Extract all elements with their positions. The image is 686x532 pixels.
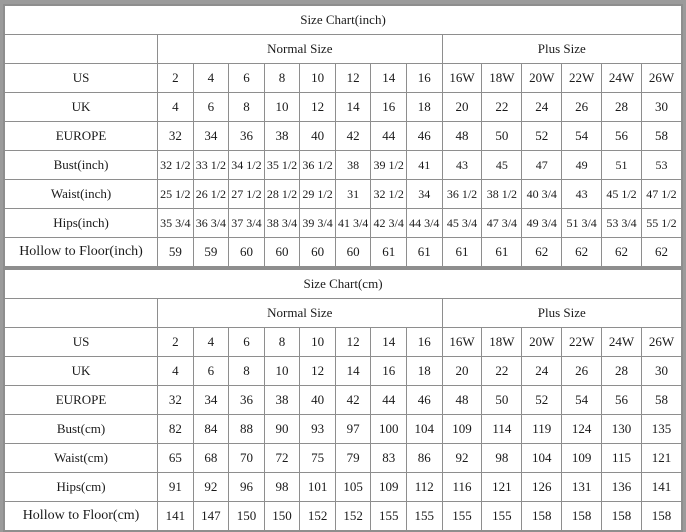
- cell: 112: [406, 473, 442, 502]
- cell: 135: [641, 415, 681, 444]
- cell: 75: [300, 444, 336, 473]
- cell: 42 3/4: [371, 209, 407, 238]
- cell: 40: [300, 122, 336, 151]
- cell: 32 1/2: [371, 180, 407, 209]
- table-row: [5, 6, 682, 35]
- cell: 155: [442, 502, 482, 531]
- cell: 28: [602, 93, 642, 122]
- cell: 16: [406, 64, 442, 93]
- cell: 18: [406, 357, 442, 386]
- cell: 158: [562, 502, 602, 531]
- cell: 36 1/2: [442, 180, 482, 209]
- cell: 152: [300, 502, 336, 531]
- cell: 38 1/2: [482, 180, 522, 209]
- cell: 48: [442, 122, 482, 151]
- row-label-bust: Bust(cm): [5, 415, 158, 444]
- cell: 20W: [522, 328, 562, 357]
- cell: 100: [371, 415, 407, 444]
- cell: 158: [602, 502, 642, 531]
- row-label-hips: Hips(cm): [5, 473, 158, 502]
- cell: 35 3/4: [158, 209, 194, 238]
- cell: 25 1/2: [158, 180, 194, 209]
- cell: 88: [229, 415, 265, 444]
- cell: 70: [229, 444, 265, 473]
- cell: 98: [264, 473, 300, 502]
- cell: 12: [300, 357, 336, 386]
- chart-title-inch: Size Chart(inch): [5, 6, 682, 35]
- cell: 62: [522, 238, 562, 267]
- cell: 104: [406, 415, 442, 444]
- cell: 52: [522, 122, 562, 151]
- table-row: [5, 357, 682, 386]
- cell: 155: [482, 502, 522, 531]
- group-header-plus-cm: Plus Size: [442, 299, 681, 328]
- cell: 59: [193, 238, 229, 267]
- size-chart-inch: [3, 4, 683, 268]
- cell: 158: [522, 502, 562, 531]
- cell: 62: [602, 238, 642, 267]
- table-row: [5, 93, 682, 122]
- cell: 14: [371, 64, 407, 93]
- row-label-uk: UK: [5, 93, 158, 122]
- table-row: [5, 415, 682, 444]
- cell: 36 1/2: [300, 151, 336, 180]
- cell: 109: [562, 444, 602, 473]
- cell: 50: [482, 122, 522, 151]
- cell: 26: [562, 357, 602, 386]
- cell: 115: [602, 444, 642, 473]
- cell: 24W: [602, 64, 642, 93]
- cell: 116: [442, 473, 482, 502]
- table-row: [5, 473, 682, 502]
- cell: 32: [158, 386, 194, 415]
- cell: 131: [562, 473, 602, 502]
- cell: 6: [229, 328, 265, 357]
- cell: 119: [522, 415, 562, 444]
- cell: 28: [602, 357, 642, 386]
- cell: 141: [158, 502, 194, 531]
- cell: 51 3/4: [562, 209, 602, 238]
- cell: 32 1/2: [158, 151, 194, 180]
- cell: 22: [482, 357, 522, 386]
- cell: 22: [482, 93, 522, 122]
- cell: 30: [641, 93, 681, 122]
- row-label-waist: Waist(inch): [5, 180, 158, 209]
- table-row: [5, 386, 682, 415]
- cell: 10: [300, 64, 336, 93]
- cell: 12: [335, 64, 371, 93]
- row-label-europe: EUROPE: [5, 122, 158, 151]
- cell: 6: [193, 357, 229, 386]
- cell: 58: [641, 386, 681, 415]
- table-row: [5, 270, 682, 299]
- cell: 54: [562, 386, 602, 415]
- cell: 59: [158, 238, 194, 267]
- table-row: [5, 238, 682, 267]
- cell: 101: [300, 473, 336, 502]
- cell: 61: [406, 238, 442, 267]
- cell: 10: [300, 328, 336, 357]
- cell: 4: [158, 93, 194, 122]
- cell: 49 3/4: [522, 209, 562, 238]
- cell: 53 3/4: [602, 209, 642, 238]
- cell: 4: [193, 64, 229, 93]
- cell: 82: [158, 415, 194, 444]
- cell: 45 1/2: [602, 180, 642, 209]
- cell: 61: [482, 238, 522, 267]
- cell: 33 1/2: [193, 151, 229, 180]
- table-row: [5, 151, 682, 180]
- cell: 38: [335, 151, 371, 180]
- cell: 34 1/2: [229, 151, 265, 180]
- row-label-hollow-to-floor: Hollow to Floor(inch): [5, 238, 158, 267]
- cell: 18W: [482, 64, 522, 93]
- cell: 14: [335, 93, 371, 122]
- cell: 24: [522, 357, 562, 386]
- cell: 60: [335, 238, 371, 267]
- group-header-normal-inch: Normal Size: [158, 35, 443, 64]
- cell: 60: [264, 238, 300, 267]
- cell: 61: [442, 238, 482, 267]
- table-row: [5, 444, 682, 473]
- cell: 51: [602, 151, 642, 180]
- cell: 36: [229, 386, 265, 415]
- cell: 158: [641, 502, 681, 531]
- cell: 50: [482, 386, 522, 415]
- cell: 22W: [562, 328, 602, 357]
- cell: 6: [193, 93, 229, 122]
- cell: 40: [300, 386, 336, 415]
- cell: 20W: [522, 64, 562, 93]
- cell: 8: [229, 357, 265, 386]
- cell: 43: [442, 151, 482, 180]
- cell: 109: [442, 415, 482, 444]
- cell: 49: [562, 151, 602, 180]
- cell: 30: [641, 357, 681, 386]
- cell: 109: [371, 473, 407, 502]
- cell: 18: [406, 93, 442, 122]
- cell: 86: [406, 444, 442, 473]
- cell: 16W: [442, 64, 482, 93]
- cell: 34: [406, 180, 442, 209]
- cell: 121: [482, 473, 522, 502]
- cell: 52: [522, 386, 562, 415]
- table-row: [5, 64, 682, 93]
- row-label-hips: Hips(inch): [5, 209, 158, 238]
- cell: 68: [193, 444, 229, 473]
- cell: 93: [300, 415, 336, 444]
- cell: 150: [229, 502, 265, 531]
- cell: 58: [641, 122, 681, 151]
- cell: 72: [264, 444, 300, 473]
- cell: 2: [158, 64, 194, 93]
- cell: 44: [371, 122, 407, 151]
- cell: 39 1/2: [371, 151, 407, 180]
- cell: 26 1/2: [193, 180, 229, 209]
- cell: 61: [371, 238, 407, 267]
- cell: 14: [371, 328, 407, 357]
- cell: 84: [193, 415, 229, 444]
- cell: 20: [442, 93, 482, 122]
- cell: 124: [562, 415, 602, 444]
- cell: 130: [602, 415, 642, 444]
- cell: 34: [193, 386, 229, 415]
- corner-cell: [5, 35, 158, 64]
- corner-cell: [5, 299, 158, 328]
- cell: 37 3/4: [229, 209, 265, 238]
- cell: 24: [522, 93, 562, 122]
- table-row: [5, 180, 682, 209]
- cell: 150: [264, 502, 300, 531]
- cell: 62: [562, 238, 602, 267]
- cell: 32: [158, 122, 194, 151]
- cell: 24W: [602, 328, 642, 357]
- cell: 83: [371, 444, 407, 473]
- row-label-uk: UK: [5, 357, 158, 386]
- cell: 8: [264, 64, 300, 93]
- cell: 29 1/2: [300, 180, 336, 209]
- row-label-hollow-to-floor: Hollow to Floor(cm): [5, 502, 158, 531]
- cell: 60: [229, 238, 265, 267]
- table-row: [5, 328, 682, 357]
- size-chart-cm: [3, 268, 683, 532]
- cell: 10: [264, 93, 300, 122]
- cell: 41 3/4: [335, 209, 371, 238]
- cell: 10: [264, 357, 300, 386]
- cell: 46: [406, 122, 442, 151]
- cell: 79: [335, 444, 371, 473]
- cell: 26W: [641, 64, 681, 93]
- cell: 16: [371, 357, 407, 386]
- cell: 36 3/4: [193, 209, 229, 238]
- cell: 152: [335, 502, 371, 531]
- cell: 27 1/2: [229, 180, 265, 209]
- row-label-us: US: [5, 328, 158, 357]
- cell: 8: [264, 328, 300, 357]
- cell: 42: [335, 386, 371, 415]
- cell: 14: [335, 357, 371, 386]
- cell: 92: [442, 444, 482, 473]
- cell: 28 1/2: [264, 180, 300, 209]
- cell: 141: [641, 473, 681, 502]
- cell: 90: [264, 415, 300, 444]
- cell: 97: [335, 415, 371, 444]
- cell: 47 1/2: [641, 180, 681, 209]
- cell: 92: [193, 473, 229, 502]
- cell: 34: [193, 122, 229, 151]
- cell: 16: [371, 93, 407, 122]
- cell: 56: [602, 386, 642, 415]
- size-chart-cm-table: [4, 269, 682, 531]
- cell: 62: [641, 238, 681, 267]
- row-label-waist: Waist(cm): [5, 444, 158, 473]
- table-row: [5, 299, 682, 328]
- cell: 155: [371, 502, 407, 531]
- cell: 4: [158, 357, 194, 386]
- cell: 42: [335, 122, 371, 151]
- cell: 104: [522, 444, 562, 473]
- cell: 155: [406, 502, 442, 531]
- cell: 147: [193, 502, 229, 531]
- chart-title-cm: Size Chart(cm): [5, 270, 682, 299]
- cell: 31: [335, 180, 371, 209]
- cell: 121: [641, 444, 681, 473]
- cell: 41: [406, 151, 442, 180]
- cell: 20: [442, 357, 482, 386]
- cell: 47 3/4: [482, 209, 522, 238]
- cell: 53: [641, 151, 681, 180]
- cell: 45 3/4: [442, 209, 482, 238]
- cell: 35 1/2: [264, 151, 300, 180]
- cell: 12: [335, 328, 371, 357]
- cell: 8: [229, 93, 265, 122]
- cell: 55 1/2: [641, 209, 681, 238]
- cell: 96: [229, 473, 265, 502]
- cell: 43: [562, 180, 602, 209]
- cell: 136: [602, 473, 642, 502]
- size-chart-inch-table: [4, 5, 682, 267]
- cell: 47: [522, 151, 562, 180]
- cell: 4: [193, 328, 229, 357]
- group-header-normal-cm: Normal Size: [158, 299, 443, 328]
- cell: 65: [158, 444, 194, 473]
- cell: 44: [371, 386, 407, 415]
- cell: 18W: [482, 328, 522, 357]
- cell: 56: [602, 122, 642, 151]
- cell: 38: [264, 386, 300, 415]
- cell: 16W: [442, 328, 482, 357]
- cell: 36: [229, 122, 265, 151]
- cell: 22W: [562, 64, 602, 93]
- table-row: [5, 209, 682, 238]
- cell: 2: [158, 328, 194, 357]
- cell: 39 3/4: [300, 209, 336, 238]
- table-row: [5, 122, 682, 151]
- row-label-us: US: [5, 64, 158, 93]
- cell: 45: [482, 151, 522, 180]
- cell: 105: [335, 473, 371, 502]
- cell: 12: [300, 93, 336, 122]
- cell: 48: [442, 386, 482, 415]
- row-label-europe: EUROPE: [5, 386, 158, 415]
- cell: 6: [229, 64, 265, 93]
- cell: 91: [158, 473, 194, 502]
- cell: 114: [482, 415, 522, 444]
- cell: 60: [300, 238, 336, 267]
- cell: 98: [482, 444, 522, 473]
- cell: 38: [264, 122, 300, 151]
- cell: 126: [522, 473, 562, 502]
- table-row: [5, 502, 682, 531]
- cell: 44 3/4: [406, 209, 442, 238]
- cell: 40 3/4: [522, 180, 562, 209]
- cell: 26W: [641, 328, 681, 357]
- table-row: [5, 35, 682, 64]
- cell: 46: [406, 386, 442, 415]
- row-label-bust: Bust(inch): [5, 151, 158, 180]
- cell: 26: [562, 93, 602, 122]
- cell: 54: [562, 122, 602, 151]
- group-header-plus-inch: Plus Size: [442, 35, 681, 64]
- cell: 16: [406, 328, 442, 357]
- cell: 38 3/4: [264, 209, 300, 238]
